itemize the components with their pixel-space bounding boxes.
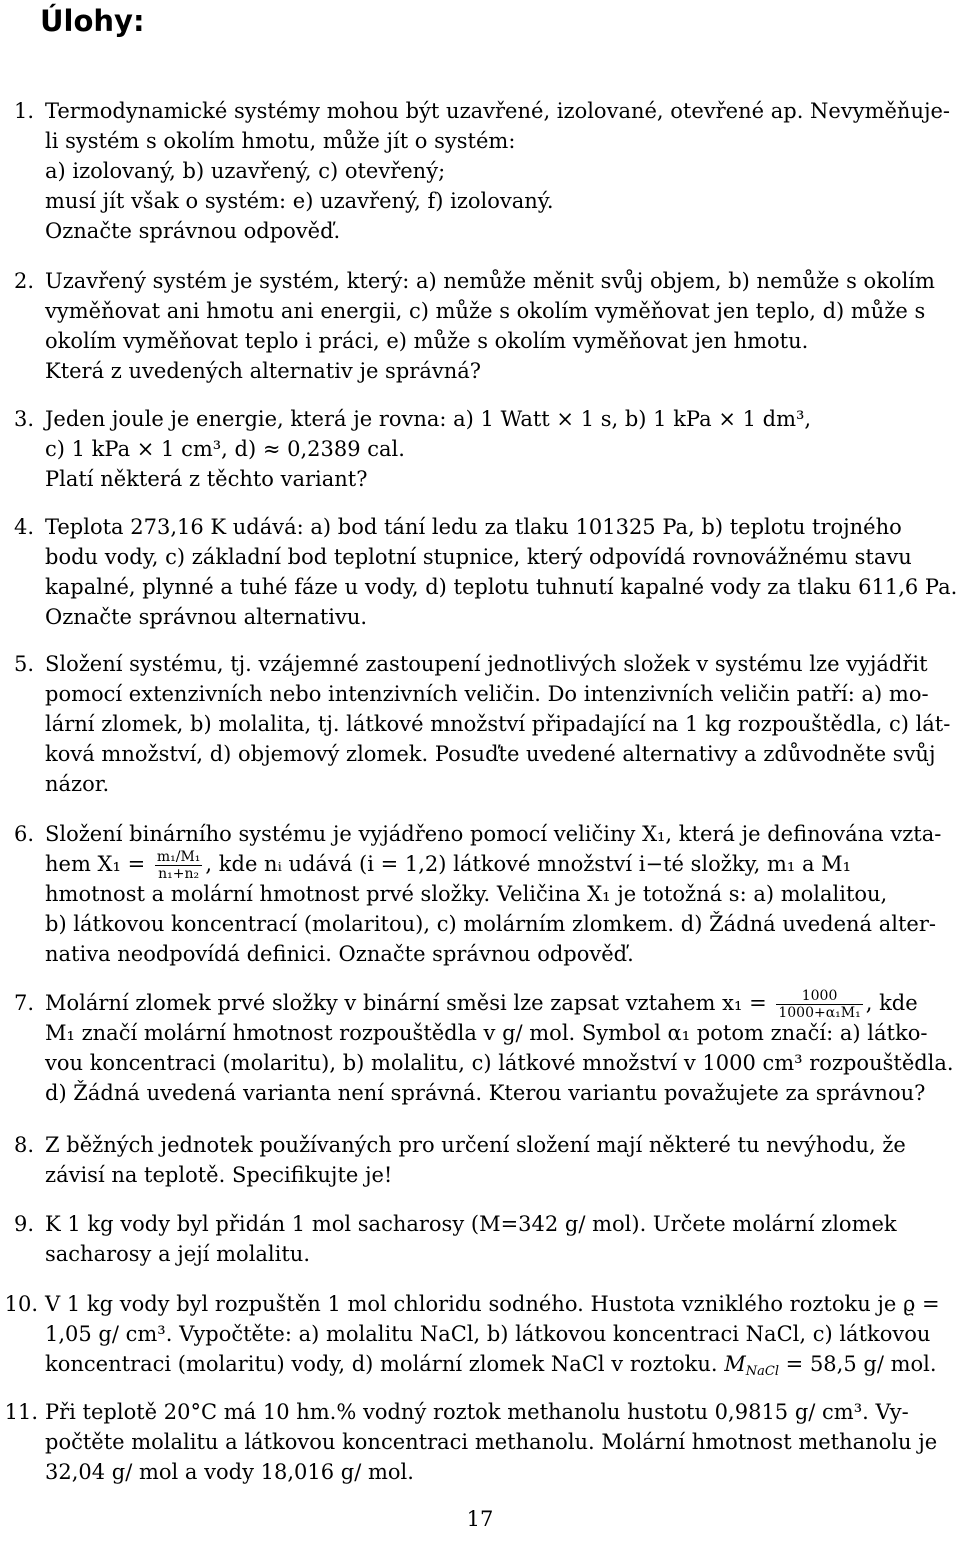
text-line: pomocí extenzivních nebo intenzivních veličin. Do intenzivních veličin patří: a) mo- bbox=[45, 682, 929, 706]
exercise-number: 1. bbox=[13, 99, 34, 123]
exercise-text bbox=[45, 988, 957, 1108]
exercise-text bbox=[45, 1209, 957, 1269]
exercise-number: 11. bbox=[4, 1400, 38, 1424]
exercise-text bbox=[45, 404, 957, 494]
text-line: hem X₁ = $\frac{\text{m₁/M₁}}{\text{n₁+n₂}}$ , kde nᵢ udává (i = 1,2) látkové množství i−té složky, m₁ a M₁ bbox=[45, 849, 852, 882]
exercise-number: 9. bbox=[13, 1212, 34, 1236]
text-line: d) Žádná uvedená varianta není správná. Kterou variantu považujete za správnou? bbox=[45, 1081, 926, 1105]
text-line: Složení binárního systému je vyjádřeno pomocí veličiny X₁, která je definována vzta- bbox=[45, 822, 942, 846]
text-line: vou koncentraci (molaritu), b) molalitu, c) látkové množství v 1000 cm³ rozpouštědla. bbox=[45, 1051, 954, 1075]
exercise-number: 8. bbox=[13, 1133, 34, 1157]
exercise-number: 4. bbox=[13, 515, 34, 539]
exercise-number: 6. bbox=[13, 822, 34, 846]
text-line: Jeden joule je energie, která je rovna: a) 1 Watt × 1 s, b) 1 kPa × 1 dm³, bbox=[45, 407, 812, 431]
exercise-text bbox=[45, 1397, 957, 1487]
text-line: Označte správnou alternativu. bbox=[45, 605, 368, 629]
exercise-text bbox=[45, 512, 957, 632]
exercise-number: 5. bbox=[13, 652, 34, 676]
text-line: hmotnost a molární hmotnost prvé složky. Veličina X₁ je totožná s: a) molalitou, bbox=[45, 882, 888, 906]
text-line: 32,04 g/ mol a vody 18,016 g/ mol. bbox=[45, 1460, 414, 1484]
text-line: M₁ značí molární hmotnost rozpouštědla v g/ mol. Symbol α₁ potom značí: a) látko- bbox=[45, 1021, 928, 1045]
text-line: Termodynamické systémy mohou být uzavřené, izolované, otevřené ap. Nevyměňuje- bbox=[45, 99, 950, 123]
text-line: li systém s okolím hmotu, může jít o systém: bbox=[45, 129, 516, 153]
text-line: Z běžných jednotek používaných pro určení složení mají některé tu nevýhodu, že bbox=[45, 1133, 906, 1157]
text-line: kapalné, plynné a tuhé fáze u vody, d) teplotu tuhnutí kapalné vody za tlaku 611,6 Pa. bbox=[45, 575, 958, 599]
page-number: 17 bbox=[466, 1507, 494, 1531]
text-line: K 1 kg vody byl přidán 1 mol sacharosy (M=342 g/ mol). Určete molární zlomek bbox=[45, 1212, 897, 1236]
text-line: V 1 kg vody byl rozpuštěn 1 mol chloridu sodného. Hustota vzniklého roztoku je ϱ = bbox=[45, 1292, 940, 1316]
exercise-number: 10. bbox=[4, 1292, 38, 1316]
text-line: a) izolovaný, b) uzavřený, c) otevřený; bbox=[45, 159, 446, 183]
text-line: počtěte molalitu a látkovou koncentraci methanolu. Molární hmotnost methanolu je bbox=[45, 1430, 938, 1454]
text-line: ková množství, d) objemový zlomek. Posuďte uvedené alternativy a zdůvodněte svůj bbox=[45, 742, 936, 766]
text-line: 1,05 g/ cm³. Vypočtěte: a) molalitu NaCl, b) látkovou koncentraci NaCl, c) látkovou bbox=[45, 1322, 931, 1346]
text-line: okolím vyměňovat teplo i práci, e) může s okolím vyměňovat jen hmotu. bbox=[45, 329, 809, 353]
text-line: b) látkovou koncentrací (molaritou), c) molárním zlomkem. d) Žádná uvedená alter- bbox=[45, 912, 936, 936]
text-line: Která z uvedených alternativ je správná? bbox=[45, 359, 482, 383]
exercise-text bbox=[45, 1130, 957, 1190]
text-line: Při teplotě 20°C má 10 hm.% vodný roztok methanolu hustotu 0,9815 g/ cm³. Vy- bbox=[45, 1400, 909, 1424]
exercise-number: 3. bbox=[13, 407, 34, 431]
exercise-number: 2. bbox=[13, 269, 34, 293]
text-line: Označte správnou odpověď. bbox=[45, 219, 341, 243]
exercise-text bbox=[45, 96, 957, 246]
text-line: Platí některá z těchto variant? bbox=[45, 467, 368, 491]
text-line: bodu vody, c) základní bod teplotní stupnice, který odpovídá rovnovážnému stavu bbox=[45, 545, 912, 569]
text-line: Složení systému, tj. vzájemné zastoupení jednotlivých složek v systému lze vyjádřit bbox=[45, 652, 928, 676]
exercise-text bbox=[45, 1289, 957, 1379]
text-line: sacharosy a její molalitu. bbox=[45, 1242, 311, 1266]
text-line: Teplota 273,16 K udává: a) bod tání ledu za tlaku 101325 Pa, b) teplotu trojného bbox=[45, 515, 902, 539]
text-line: Molární zlomek prvé složky v binární směsi lze zapsat vztahem x₁ = $\frac{1000}{\text{1000+α₁M₁}}$ , kde bbox=[45, 988, 918, 1021]
section-heading: Úlohy: bbox=[40, 4, 145, 38]
text-line: názor. bbox=[45, 772, 110, 796]
text-line: nativa neodpovídá definici. Označte správnou odpověď. bbox=[45, 942, 634, 966]
text-line: koncentraci (molaritu) vody, d) molární zlomek NaCl v roztoku. $M_{NaCl} = 58,5$ g/ mol. bbox=[45, 1352, 937, 1379]
text-line: závisí na teplotě. Specifikujte je! bbox=[45, 1163, 393, 1187]
text-line: lární zlomek, b) molalita, tj. látkové množství připadající na 1 kg rozpouštědla, c) lát- bbox=[45, 712, 951, 736]
text-line: musí jít však o systém: e) uzavřený, f) izolovaný. bbox=[45, 189, 554, 213]
text-line: vyměňovat ani hmotu ani energii, c) může s okolím vyměňovat jen teplo, d) může s bbox=[45, 299, 926, 323]
exercise-number: 7. bbox=[13, 991, 34, 1015]
text-line: Uzavřený systém je systém, který: a) nemůže měnit svůj objem, b) nemůže s okolím bbox=[45, 269, 935, 293]
text-line: c) 1 kPa × 1 cm³, d) ≈ 0,2389 cal. bbox=[45, 437, 405, 461]
exercise-text bbox=[45, 266, 957, 386]
exercise-text bbox=[45, 819, 957, 969]
exercise-text bbox=[45, 649, 957, 799]
